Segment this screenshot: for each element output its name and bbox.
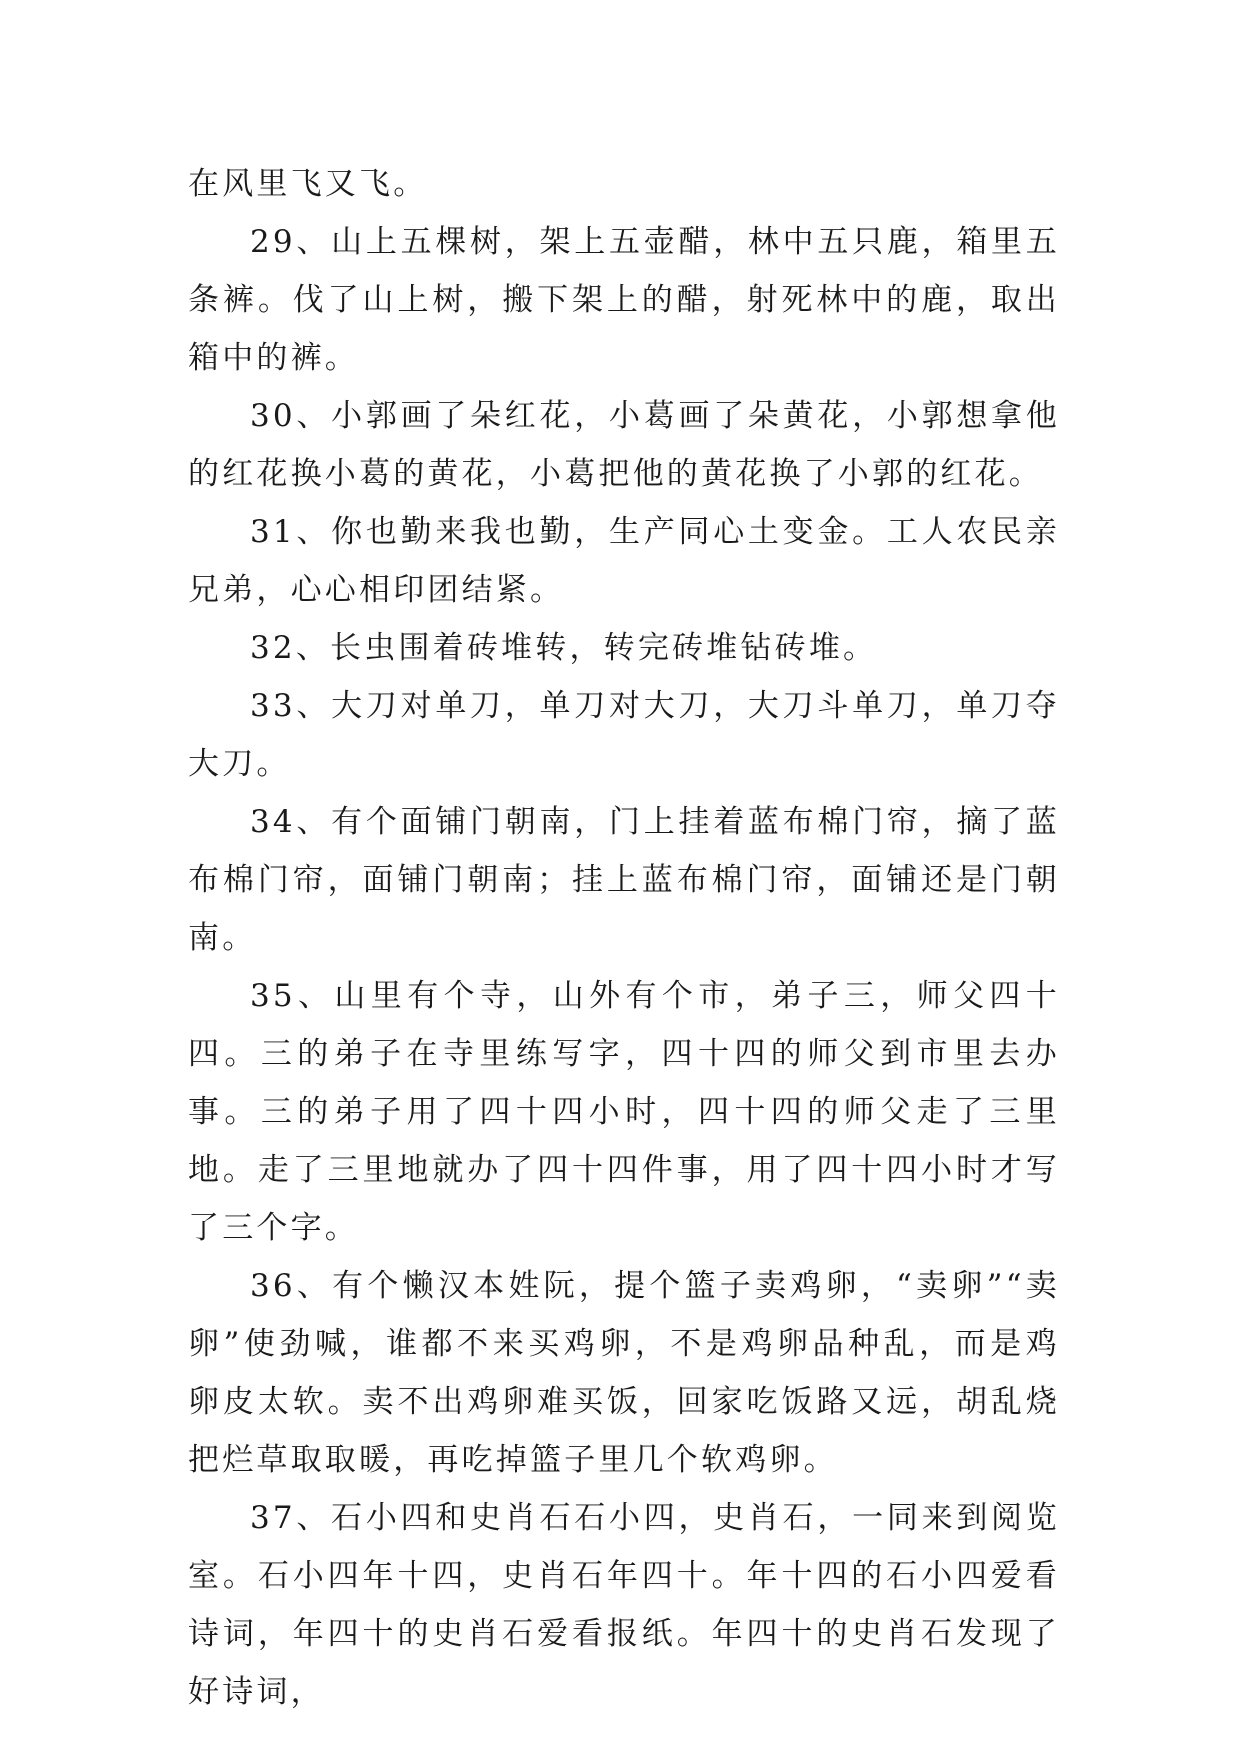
paragraph-34: 34、有个面铺门朝南，门上挂着蓝布棉门帘，摘了蓝布棉门帘，面铺门朝南；挂上蓝布棉门帘，面铺还是门朝南。 bbox=[188, 804, 1060, 956]
document-body bbox=[188, 155, 1060, 1721]
paragraph-continuation: 在风里飞又飞。 bbox=[188, 166, 428, 202]
paragraph-36: 36、有个懒汉本姓阮，提个篮子卖鸡卵，“卖卵”“卖卵”使劲喊，谁都不来买鸡卵，不是鸡卵品种乱，而是鸡卵皮太软。卖不出鸡卵难买饭，回家吃饭路又远，胡乱烧把烂草取取暖，再吃掉篮子里几个软鸡卵。 bbox=[188, 1268, 1060, 1478]
paragraph-35: 35、山里有个寺，山外有个市，弟子三，师父四十四。三的弟子在寺里练写字，四十四的师父到市里去办事。三的弟子用了四十四小时，四十四的师父走了三里地。走了三里地就办了四十四件事，用了四十四小时才写了三个字。 bbox=[188, 978, 1060, 1246]
paragraph-32: 32、长虫围着砖堆转，转完砖堆钻砖堆。 bbox=[250, 630, 878, 666]
paragraph-33: 33、大刀对单刀，单刀对大刀，大刀斗单刀，单刀夺大刀。 bbox=[188, 688, 1060, 782]
paragraph-31: 31、你也勤来我也勤，生产同心土变金。工人农民亲兄弟，心心相印团结紧。 bbox=[188, 514, 1060, 608]
paragraph-37: 37、石小四和史肖石石小四，史肖石，一同来到阅览室。石小四年十四，史肖石年四十。年十四的石小四爱看诗词，年四十的史肖石爱看报纸。年四十的史肖石发现了好诗词， bbox=[188, 1500, 1060, 1710]
paragraph-29: 29、山上五棵树，架上五壶醋，林中五只鹿，箱里五条裤。伐了山上树，搬下架上的醋，射死林中的鹿，取出箱中的裤。 bbox=[188, 224, 1060, 376]
paragraph-30: 30、小郭画了朵红花，小葛画了朵黄花，小郭想拿他的红花换小葛的黄花，小葛把他的黄花换了小郭的红花。 bbox=[188, 398, 1060, 492]
